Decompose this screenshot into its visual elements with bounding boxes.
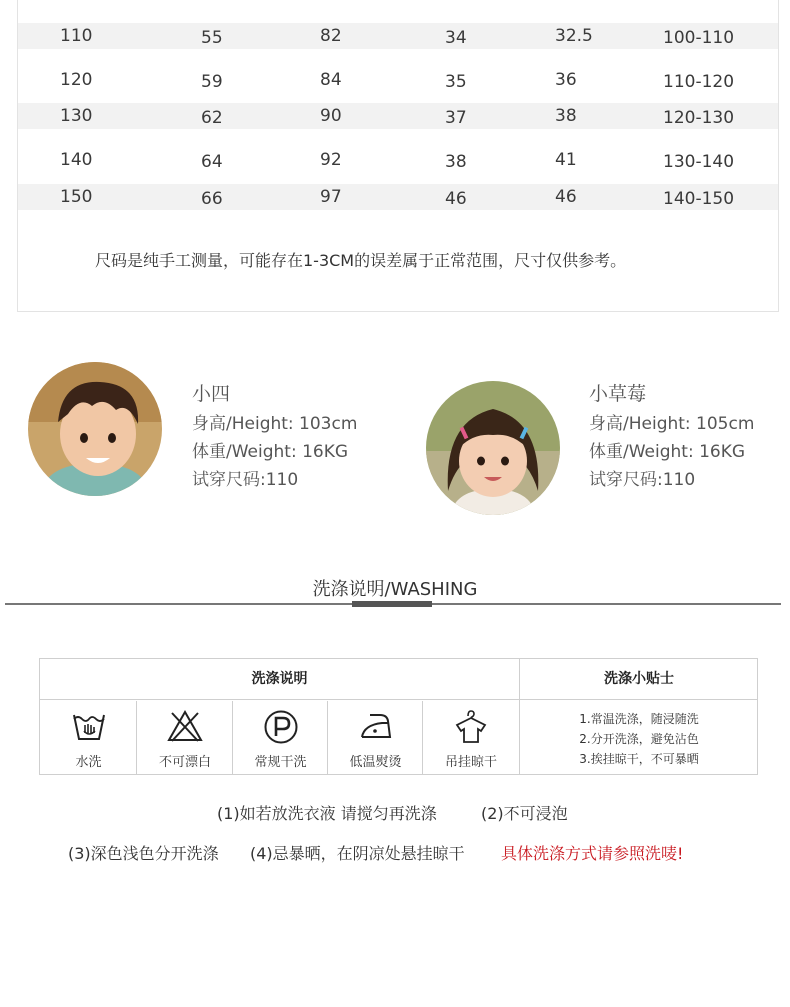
care-symbol-label: 常规干洗 [254, 755, 307, 770]
low-iron-icon [358, 709, 394, 747]
model-info-1 [192, 380, 357, 494]
instruction-3: (3)深色浅色分开洗涤 [68, 844, 219, 863]
care-symbol-cell [40, 701, 137, 775]
size-table-cell: 120-130 [663, 108, 735, 128]
care-symbol-cell [423, 701, 519, 775]
size-table-cell: 150 [60, 187, 93, 207]
size-table-cell: 37 [445, 108, 467, 128]
size-table-row [18, 184, 778, 210]
care-symbol-label: 吊挂晾干 [444, 755, 497, 770]
model-weight: 体重/Weight: 16KG [589, 442, 746, 462]
size-table-row [18, 143, 778, 172]
model-name: 小四 [192, 383, 231, 405]
care-table [39, 658, 758, 775]
size-table-cell: 84 [320, 70, 342, 90]
washing-title: 洗涤说明/WASHING [312, 579, 478, 600]
care-table-header: 洗涤说明 [40, 659, 519, 700]
care-tip: 1.常温洗涤，随浸随洗 [579, 712, 699, 726]
care-symbol-cell [328, 701, 423, 775]
wash-tub-icon [71, 709, 107, 747]
care-symbol-cell [137, 701, 233, 775]
care-symbol-label: 低温熨烫 [349, 755, 402, 770]
size-table-cell: 59 [201, 72, 223, 92]
size-table-cell: 110-120 [663, 72, 735, 92]
size-table-cell: 46 [555, 187, 577, 207]
size-table-cell: 97 [320, 187, 342, 207]
size-table-cell: 46 [445, 189, 467, 209]
section-divider-accent [352, 601, 432, 607]
size-table-cell: 62 [201, 108, 223, 128]
instruction-warning: 具体洗涤方式请参照洗唛! [501, 844, 684, 863]
size-table-cell: 130 [60, 106, 93, 126]
size-table-cell: 41 [555, 150, 577, 170]
size-table-cell: 130-140 [663, 152, 735, 172]
size-table-cell: 38 [445, 152, 467, 172]
model-height: 身高/Height: 105cm [589, 414, 755, 434]
size-table-cell: 66 [201, 189, 223, 209]
size-table [17, 0, 779, 312]
size-table-cell: 55 [201, 28, 223, 48]
size-table-cell: 92 [320, 150, 342, 170]
care-symbol-label: 不可漂白 [158, 755, 211, 770]
model-weight: 体重/Weight: 16KG [192, 442, 349, 462]
care-tip: 2.分开洗涤，避免沾色 [579, 732, 699, 746]
model-name: 小草莓 [589, 383, 647, 405]
size-table-cell: 140 [60, 150, 93, 170]
care-tips [520, 709, 758, 769]
hang-dry-icon [451, 709, 491, 749]
size-table-cell: 38 [555, 106, 577, 126]
size-table-cell: 90 [320, 106, 342, 126]
size-table-cell: 140-150 [663, 189, 735, 209]
size-table-cell: 82 [320, 26, 342, 46]
care-symbol-cell [233, 701, 328, 775]
size-table-cell: 100-110 [663, 28, 735, 48]
care-tips-header: 洗涤小贴士 [520, 659, 758, 700]
dry-clean-p-icon [263, 709, 299, 749]
size-note: 尺码是纯手工测量，可能存在1-3CM的误差属于正常范围，尺寸仅供参考。 [95, 251, 627, 270]
size-table-cell: 34 [445, 28, 467, 48]
size-table-cell: 36 [555, 70, 577, 90]
instruction-2: (2)不可浸泡 [481, 804, 568, 823]
size-table-row [18, 103, 778, 129]
size-table-row [18, 63, 778, 92]
instruction-4: (4)忌暴晒，在阴凉处悬挂晾干 [250, 844, 465, 863]
size-table-cell: 120 [60, 70, 93, 90]
model-size: 试穿尺码:110 [192, 470, 299, 490]
size-table-cell: 32.5 [555, 26, 593, 46]
no-bleach-icon [166, 709, 204, 747]
model-size: 试穿尺码:110 [589, 470, 696, 490]
instruction-1: (1)如若放洗衣液 请搅匀再洗涤 [217, 804, 437, 823]
model-avatar-girl [426, 381, 560, 515]
size-table-cell: 64 [201, 152, 223, 172]
care-symbol-label: 水洗 [75, 755, 102, 770]
size-table-row [18, 23, 778, 49]
care-tip: 3.挨挂晾干，不可暴晒 [579, 752, 699, 766]
model-avatar-boy [28, 362, 162, 496]
size-table-cell: 110 [60, 26, 93, 46]
model-height: 身高/Height: 103cm [192, 414, 358, 434]
size-table-cell: 35 [445, 72, 467, 92]
model-info-2 [589, 380, 754, 494]
